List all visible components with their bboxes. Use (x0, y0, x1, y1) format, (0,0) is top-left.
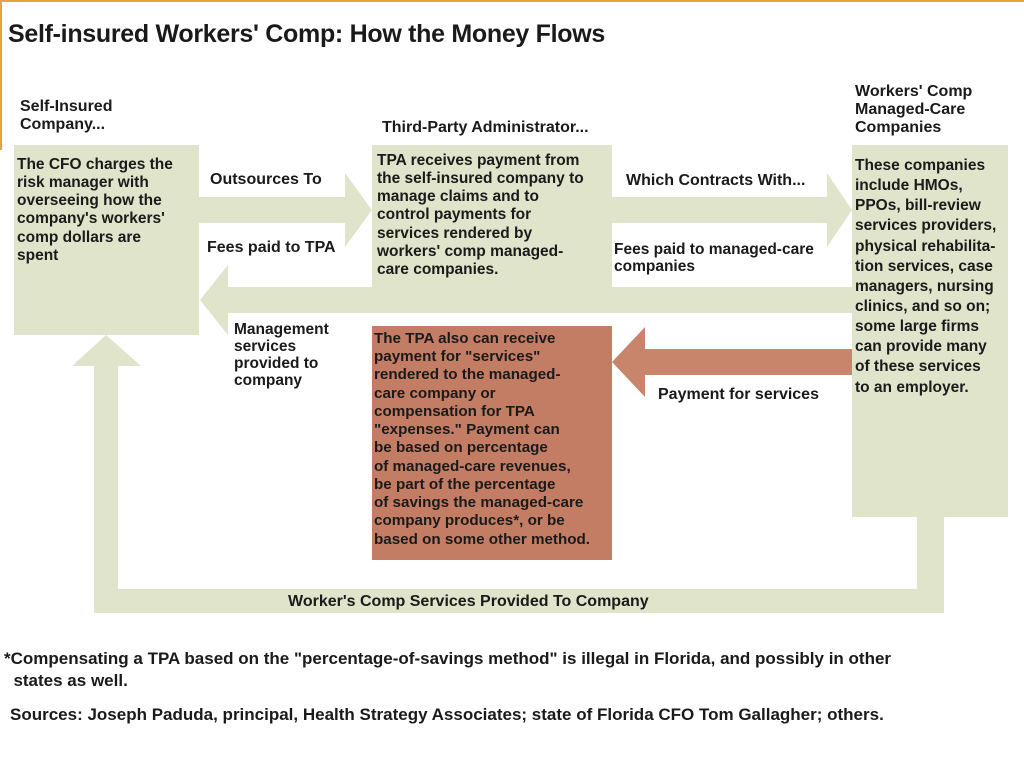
company-header: Self-Insured Company... (20, 98, 113, 133)
management-services-label: Management services provided to company (234, 321, 329, 390)
worker-services-label: Worker's Comp Services Provided To Company (288, 593, 649, 610)
company-body: The CFO charges the risk manager with overseeing how the company's workers' comp dollars are spent (17, 156, 173, 264)
tpa-body: TPA receives payment from the self-insured company to manage claims and to control payments for services rendered by workers' comp managed- care companies. (377, 152, 584, 278)
contracts-label: Which Contracts With... (626, 172, 806, 189)
fees-managed-label: Fees paid to managed-care companies (614, 241, 814, 276)
sources: Sources: Joseph Paduda, principal, Health Strategy Associates; state of Florida CFO Tom Gallagher; others. (10, 705, 884, 724)
payment-services-label: Payment for services (658, 386, 819, 403)
tpa-header: Third-Party Administrator... (382, 119, 589, 136)
outsources-label: Outsources To (210, 171, 322, 188)
managed-care-header: Workers' Comp Managed-Care Companies (855, 83, 973, 136)
fees-tpa-label: Fees paid to TPA (207, 239, 336, 256)
managed-care-body: These companies include HMOs, PPOs, bill-review services providers, physical rehabilita- tion services, case managers, nursing clinics, and so on; some large firms can provide many of these services to an employer. (855, 157, 997, 396)
page-title: Self-insured Workers' Comp: How the Money Flows (8, 20, 606, 48)
footnote: *Compensating a TPA based on the "percentage-of-savings method" is illegal in Florida, and possibly in other states as well. (4, 649, 892, 691)
highlight-body: The TPA also can receive payment for "services" rendered to the managed- care company or compensation for TPA "expenses." Payment can be based on percentage of managed-care revenues, be part of the percentage of savings the managed-care company produces*, or be based on some other method. (374, 330, 591, 548)
